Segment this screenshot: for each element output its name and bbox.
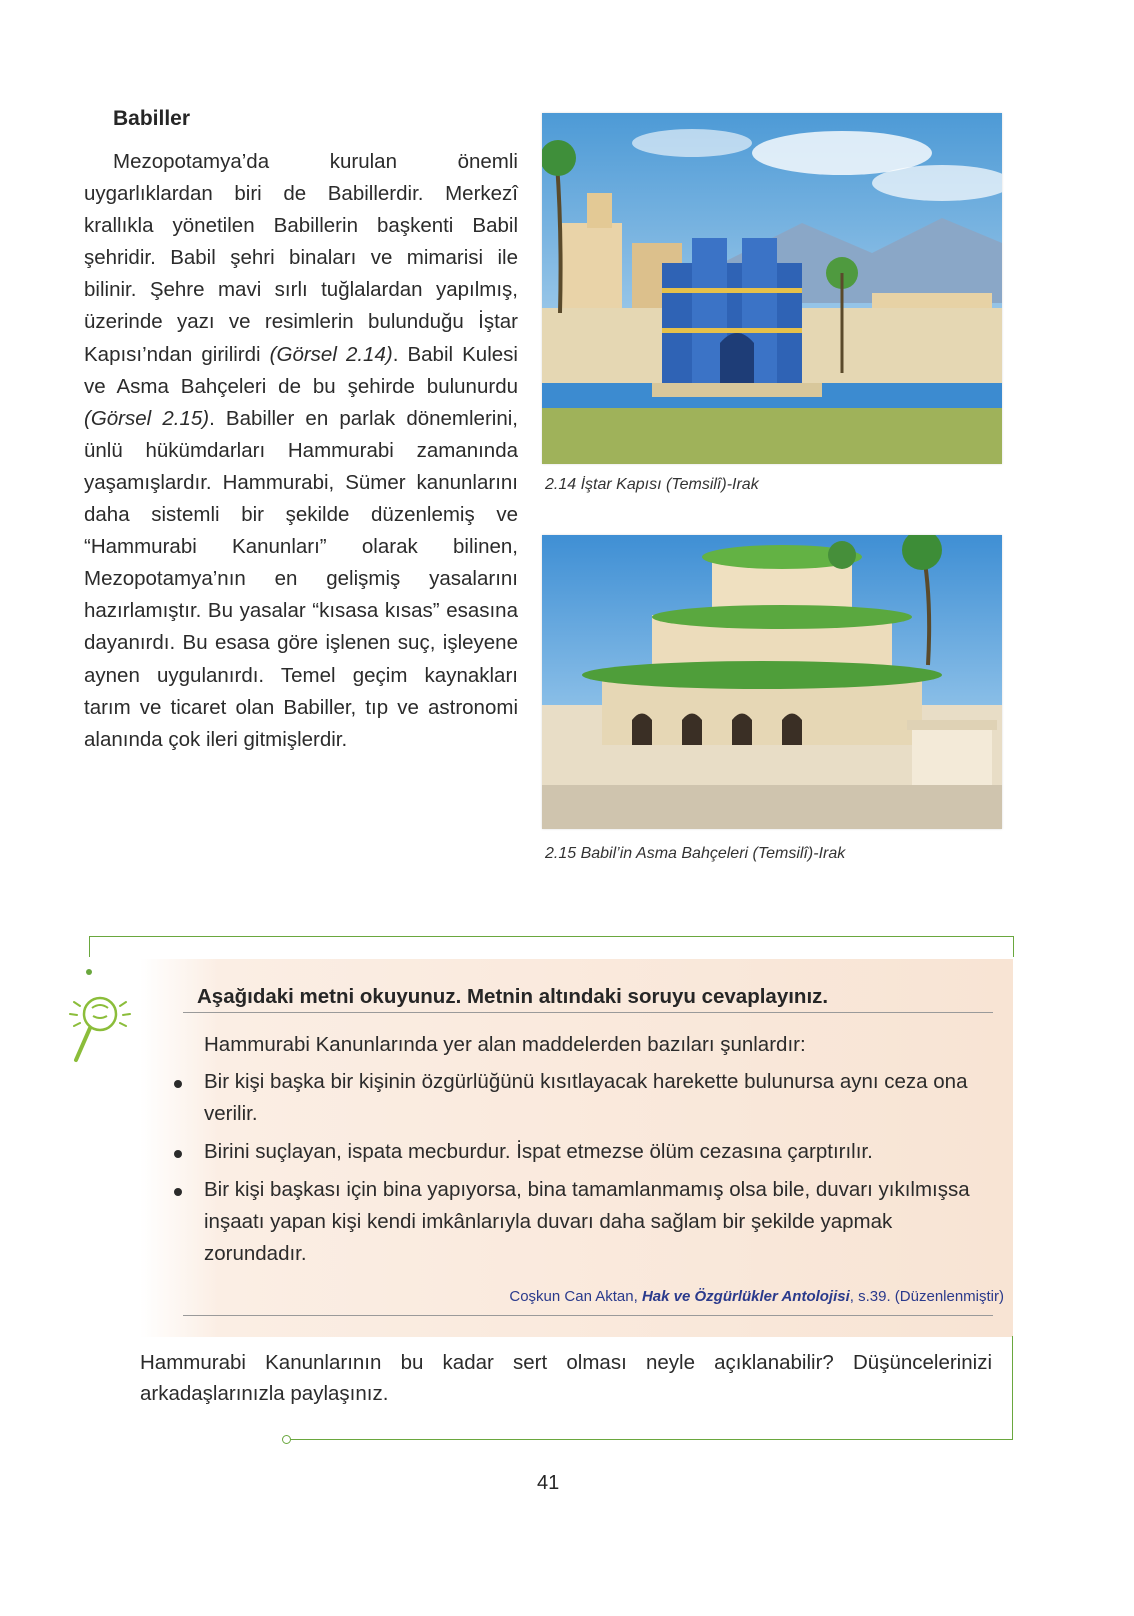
- activity-intro: Hammurabi Kanunlarında yer alan maddelerden bazıları şunlardır:: [204, 1033, 806, 1056]
- list-item: Bir kişi başkası için bina yapıyorsa, bina tamamlanmamış olsa bile, duvarı yıkılmışsa inşaatı yapan kişi kendi imkânlarıyla duvarı daha sağlam bir şekilde yapmak zorundadır.: [174, 1174, 994, 1270]
- figure-caption: 2.14 İştar Kapısı (Temsilî)-Irak: [545, 476, 759, 493]
- bullet-icon: [174, 1150, 182, 1158]
- magnifier-icon: [60, 984, 140, 1064]
- hanging-gardens-image: [542, 535, 1002, 829]
- divider: [183, 1315, 993, 1316]
- frame-ring: [282, 1435, 291, 1444]
- section-title: Babiller: [113, 107, 191, 130]
- divider: [183, 1012, 993, 1013]
- figure-reference: (Görsel 2.14): [269, 342, 393, 366]
- frame-dot: [86, 969, 92, 975]
- source-citation: Coşkun Can Aktan, Hak ve Özgürlükler Antolojisi, s.39. (Düzenlenmiştir): [509, 1288, 1004, 1305]
- discussion-question: Hammurabi Kanunlarının bu kadar sert olması neyle açıklanabilir? Düşüncelerinizi arkadaşlarınızla paylaşınız.: [140, 1351, 992, 1405]
- law-list: [174, 1066, 994, 1276]
- bullet-icon: [174, 1080, 182, 1088]
- activity-frame: [89, 936, 1014, 957]
- list-item: Bir kişi başka bir kişinin özgürlüğünü kısıtlayacak harekette bulunursa aynı ceza ona verilir.: [174, 1066, 994, 1130]
- bullet-icon: [174, 1188, 182, 1196]
- ishtar-gate-image: [542, 113, 1002, 464]
- figure-reference: (Görsel 2.15): [84, 406, 210, 430]
- body-paragraph: Mezopotamya’da kurulan önemli uygarlıklardan biri de Babillerdir. Merkezî krallıkla yönetilen Babillerin başkenti Babil şehridir. Babil şehri binaları ve mimarisi ile bilinir. Şehre mavi sırlı tuğlalardan yapılmış, üzerinde yazı ve resimlerin bulunduğu İştar Kapısı’ndan girilirdi (Görsel 2.14). Babil Kulesi ve Asma Bahçeleri de bu şehirde bulunurdu (Görsel 2.15). Babiller en parlak dönemlerini, ünlü hükümdarları Hammurabi zamanında yaşamışlardır. Hammurabi, Sümer kanunlarını daha sistemli bir şekilde düzenlemiş ve “Hammurabi Kanunları” olarak bilinen, Mezopotamya’nın en gelişmiş yasalarını hazırlamıştır. Bu yasalar “kısasa kısas” esasına dayanırdı. Bu esasa göre işlenen suç, işleyene aynen uygulanırdı. Temel geçim kaynakları tarım ve ticaret olan Babiller, tıp ve astronomi alanında çok ileri gitmişlerdir.: [84, 150, 518, 751]
- page-number: 41: [537, 1472, 560, 1494]
- figure-caption: 2.15 Babil’in Asma Bahçeleri (Temsilî)-Irak: [545, 845, 846, 862]
- activity-title: Aşağıdaki metni okuyunuz. Metnin altındaki soruyu cevaplayınız.: [197, 985, 829, 1008]
- list-item: Birini suçlayan, ispata mecburdur. İspat etmezse ölüm cezasına çarptırılır.: [174, 1136, 994, 1168]
